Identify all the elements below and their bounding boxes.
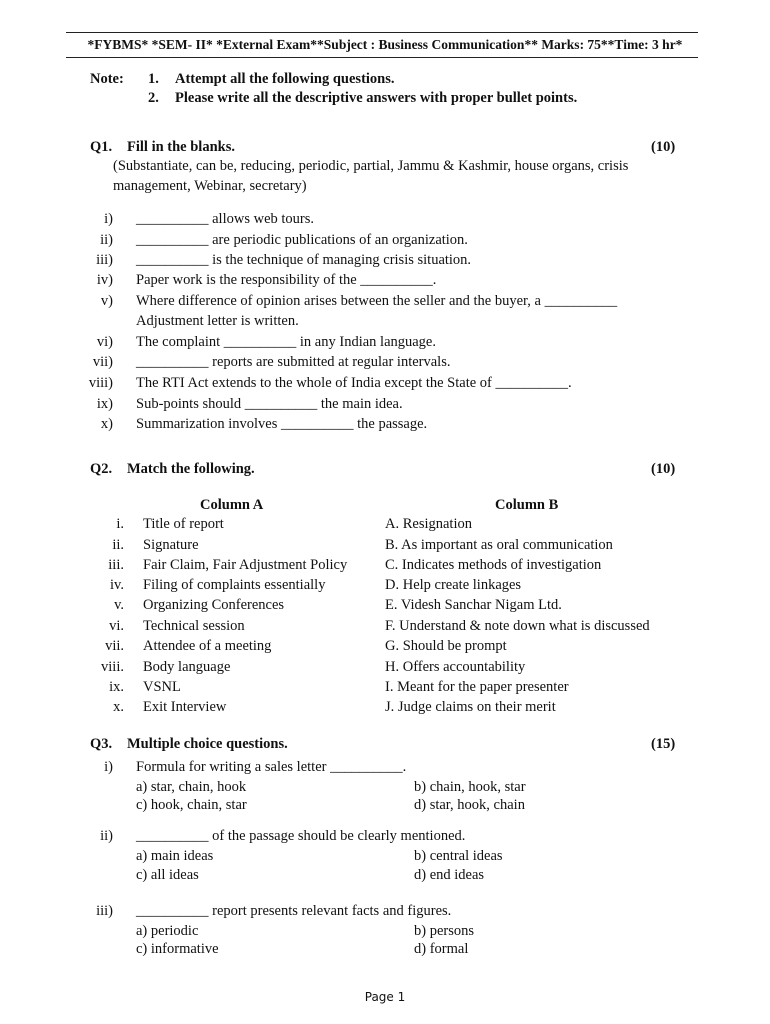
options-list: (Substantiate, can be, reducing, periodic, partial, Jammu & Kashmir, house organs, crisis xyxy=(113,158,629,174)
option-a: a) main ideas xyxy=(136,848,214,864)
option-a: a) periodic xyxy=(136,923,199,939)
item-number: iii) xyxy=(96,252,113,268)
column-b-header: Column B xyxy=(495,497,559,513)
option-d: d) end ideas xyxy=(414,867,485,883)
row-number: i. xyxy=(116,516,124,532)
item-text: The complaint __________ in any Indian language. xyxy=(136,334,436,350)
row-number: v. xyxy=(114,597,124,613)
column-a-cell: Fair Claim, Fair Adjustment Policy xyxy=(143,557,348,573)
item-number: ii) xyxy=(100,828,113,844)
item-number: vii) xyxy=(92,354,113,370)
item-text: __________ is the technique of managing crisis situation. xyxy=(136,252,472,268)
option-c: c) informative xyxy=(136,941,219,957)
item-text: Sub-points should __________ the main idea. xyxy=(136,396,403,412)
item-number: x) xyxy=(100,416,113,432)
column-b-cell: G. Should be prompt xyxy=(385,638,507,654)
question-marks: (10) xyxy=(651,139,676,155)
exam-header: *FYBMS* *SEM- II* *External Exam**Subject : Business Communication** Marks: 75**Time: 3 hr* xyxy=(87,37,683,52)
header-top-rule xyxy=(66,32,698,33)
column-b-cell: A. Resignation xyxy=(385,516,472,532)
row-number: x. xyxy=(113,699,124,715)
option-b: b) persons xyxy=(414,923,475,939)
option-d: d) formal xyxy=(414,941,469,957)
option-b: b) chain, hook, star xyxy=(414,779,526,795)
column-b-cell: F. Understand & note down what is discussed xyxy=(385,618,650,634)
item-text: __________ report presents relevant facts and figures. xyxy=(136,903,452,919)
item-number: viii) xyxy=(88,375,113,391)
item-number: ii) xyxy=(100,232,113,248)
item-text: Paper work is the responsibility of the __________. xyxy=(136,272,437,288)
note-item-text: Attempt all the following questions. xyxy=(175,71,395,87)
item-text: __________ are periodic publications of an organization. xyxy=(136,232,468,248)
row-number: iii. xyxy=(108,557,124,573)
header-bottom-rule xyxy=(66,57,698,58)
row-number: vi. xyxy=(109,618,124,634)
note-label: Note: xyxy=(90,71,124,87)
column-a-header: Column A xyxy=(200,497,264,513)
item-text: Summarization involves __________ the passage. xyxy=(136,416,428,432)
row-number: iv. xyxy=(110,577,124,593)
item-text: The RTI Act extends to the whole of India except the State of __________. xyxy=(136,375,572,391)
item-number: iii) xyxy=(96,903,113,919)
column-b-cell: H. Offers accountability xyxy=(385,659,526,675)
question-title: Multiple choice questions. xyxy=(127,736,288,752)
item-number: iv) xyxy=(96,272,113,288)
column-a-cell: Filing of complaints essentially xyxy=(143,577,326,593)
note-item-number: 2. xyxy=(148,90,159,106)
options-list: management, Webinar, secretary) xyxy=(113,178,307,194)
question-title: Match the following. xyxy=(127,461,255,477)
note-item-number: 1. xyxy=(148,71,159,87)
question-marks: (15) xyxy=(651,736,676,752)
column-b-cell: C. Indicates methods of investigation xyxy=(385,557,602,573)
column-a-cell: Organizing Conferences xyxy=(143,597,285,613)
row-number: ix. xyxy=(109,679,124,695)
column-a-cell: Technical session xyxy=(143,618,245,634)
item-text: Adjustment letter is written. xyxy=(136,313,299,329)
column-a-cell: Exit Interview xyxy=(143,699,227,715)
question-label: Q3. xyxy=(90,736,113,752)
question-label: Q2. xyxy=(90,461,113,477)
column-b-cell: I. Meant for the paper presenter xyxy=(385,679,569,695)
row-number: viii. xyxy=(101,659,124,675)
option-d: d) star, hook, chain xyxy=(414,797,525,813)
option-c: c) all ideas xyxy=(136,867,199,883)
row-number: ii. xyxy=(112,537,124,553)
item-number: v) xyxy=(100,293,113,309)
item-text: Formula for writing a sales letter __________. xyxy=(136,759,407,775)
question-marks: (10) xyxy=(651,461,676,477)
item-number: vi) xyxy=(96,334,113,350)
item-text: Where difference of opinion arises between the seller and the buyer, a __________ xyxy=(136,293,618,309)
option-c: c) hook, chain, star xyxy=(136,797,247,813)
item-text: __________ allows web tours. xyxy=(136,211,315,227)
option-b: b) central ideas xyxy=(414,848,503,864)
column-a-cell: Attendee of a meeting xyxy=(143,638,272,654)
item-number: ix) xyxy=(96,396,113,412)
row-number: vii. xyxy=(105,638,124,654)
column-b-cell: E. Videsh Sanchar Nigam Ltd. xyxy=(385,597,562,613)
page-number: Page 1 xyxy=(364,990,406,1004)
note-item-text: Please write all the descriptive answers with proper bullet points. xyxy=(175,90,578,106)
column-a-cell: VSNL xyxy=(143,679,181,695)
column-b-cell: B. As important as oral communication xyxy=(385,537,613,553)
column-a-cell: Body language xyxy=(143,659,231,675)
column-b-cell: J. Judge claims on their merit xyxy=(385,699,556,715)
item-text: __________ reports are submitted at regular intervals. xyxy=(136,354,451,370)
option-a: a) star, chain, hook xyxy=(136,779,247,795)
column-a-cell: Signature xyxy=(143,537,199,553)
question-label: Q1. xyxy=(90,139,113,155)
item-number: i) xyxy=(104,211,113,227)
column-a-cell: Title of report xyxy=(143,516,224,532)
column-b-cell: D. Help create linkages xyxy=(385,577,522,593)
question-title: Fill in the blanks. xyxy=(127,139,235,155)
item-text: __________ of the passage should be clearly mentioned. xyxy=(136,828,466,844)
item-number: i) xyxy=(104,759,113,775)
